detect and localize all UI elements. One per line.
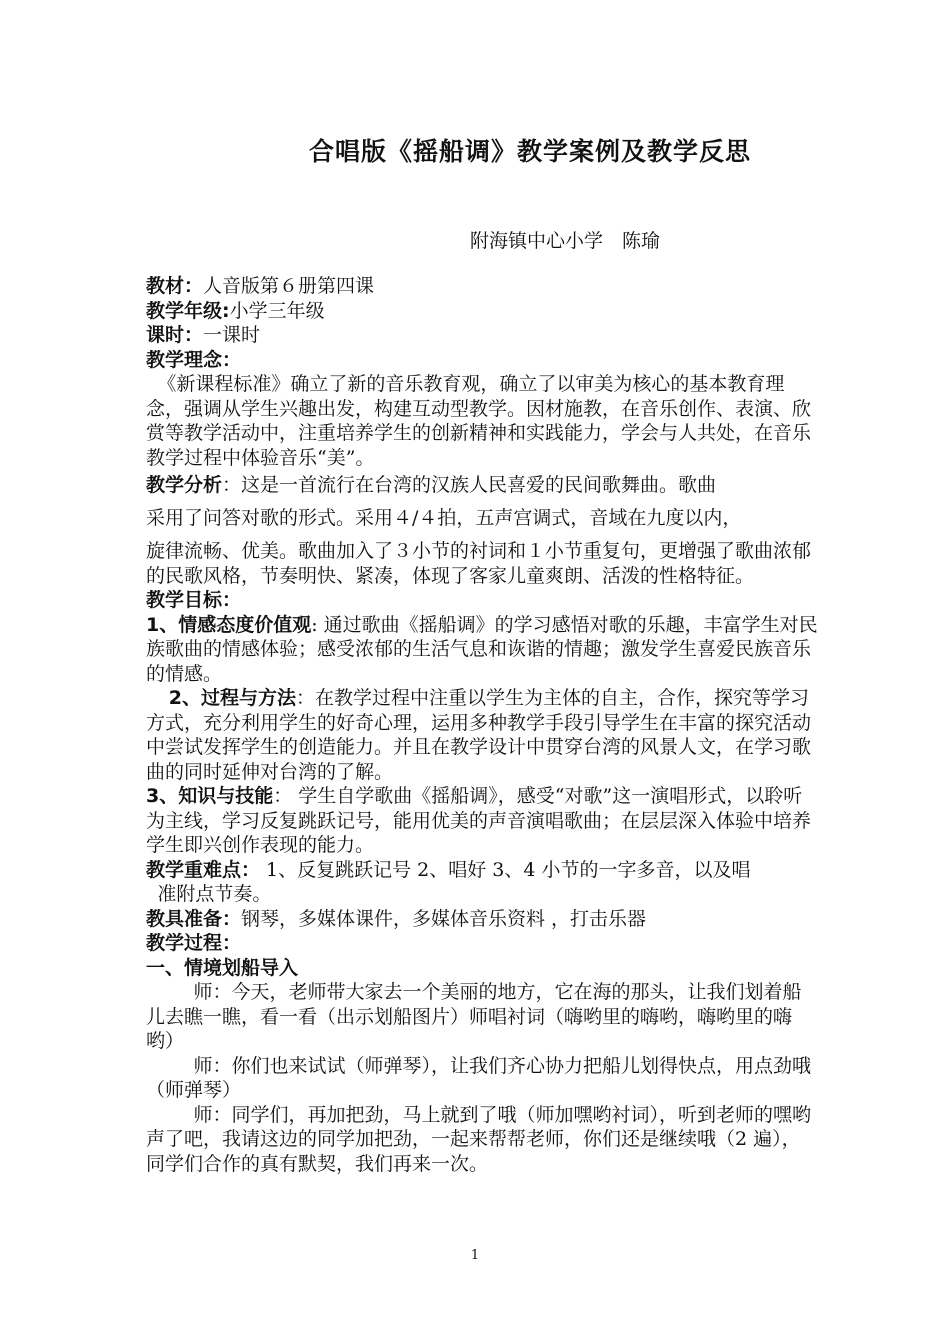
analysis-line-3: 旋律流畅、优美。歌曲加入了３小节的衬词和１小节重复句，更增强了歌曲浓郁的民歌风格，节奏明快、紧凑，体现了客家儿童爽朗、活泼的性格特征。 <box>146 540 812 587</box>
page-number: 1 <box>470 1248 480 1263</box>
process-section-1 <box>146 956 818 981</box>
goal-3 <box>146 784 818 858</box>
concept-heading <box>146 348 818 373</box>
author-line: 附海镇中心小学 陈瑜 <box>470 230 661 252</box>
concept-paragraph: 《新课程标准》确立了新的音乐教育观，确立了以审美为核心的基本教育理念，强调从学生兴趣出发，构建互动型教学。因材施教，在音乐创作、表演、欣赏等教学活动中，注重培养学生的创新精神和实践能力，学会与人共处，在音乐教学过程中体验音乐“美”。 <box>146 373 812 469</box>
period-line <box>146 323 818 348</box>
goal-3-label: 3、知识与技能 <box>146 785 274 807</box>
concept-label: 教学理念： <box>146 348 242 371</box>
grade-label: 教学年级: <box>146 299 230 322</box>
goals-heading <box>146 588 818 613</box>
analysis-text-1: ：这是一首流行在台湾的汉族人民喜爱的民间歌舞曲。歌曲 <box>222 474 717 496</box>
section-1-title: 一、情境划船导入 <box>146 956 299 979</box>
goal-2 <box>146 686 818 784</box>
goal-2-text: ：在教学过程中注重以学生为主体的自主，合作，探究等学习方式，充分利用学生的好奇心理，运用多种教学手段引导学生在丰富的探究活动中尝试发挥学生的创造能力。并且在教学设计中贯穿台湾的风景人文，在学习歌曲的同时延伸对台湾的了解。 <box>146 687 812 783</box>
material-value: 人音版第６册第四课 <box>203 275 375 297</box>
process-heading <box>146 931 818 956</box>
process-paragraph-1: 师：今天，老师带大家去一个美丽的地方，它在海的那头，让我们划着船儿去瞧一瞧，看一看（出示划船图片）师唱衬词（嗨哟里的嗨哟，嗨哟里的嗨哟） <box>146 981 802 1052</box>
tools-value: 钢琴，多媒体课件，多媒体音乐资料 ，打击乐器 <box>241 907 647 930</box>
analysis-line-1 <box>146 470 818 500</box>
process-label: 教学过程： <box>146 932 242 954</box>
key-points-line-1 <box>146 858 818 883</box>
period-value: 一课时 <box>203 324 261 346</box>
material-label: 教材： <box>146 275 204 297</box>
goal-2-label: 2、过程与方法 <box>168 687 297 709</box>
analysis-label: 教学分析 <box>146 474 223 496</box>
tools-label: 教具准备： <box>146 907 242 930</box>
grade-line <box>146 299 818 324</box>
material-line <box>146 274 818 299</box>
goal-3-text: ： 学生自学歌曲《摇船调》，感受“对歌”这一演唱形式，以聆听为主线，学习反复跳跃记号，能用优美的声音演唱歌曲；在层层深入体验中培养学生即兴创作表现的能力。 <box>146 785 812 856</box>
tools-line <box>146 907 818 932</box>
goal-1-text: : 通过歌曲《摇船调》的学习感悟对歌的乐趣，丰富学生对民族歌曲的情感体验；感受浓郁的生活气息和诙谐的情趣；激发学生喜爱民族音乐的情感。 <box>146 613 818 685</box>
goal-1 <box>146 613 818 687</box>
period-label: 课时： <box>146 324 204 346</box>
key-points-line-2: 准附点节奏。 <box>157 883 272 905</box>
process-paragraph-3: 师：同学们，再加把劲，马上就到了哦（师加嘿哟衬词），听到老师的嘿哟声了吧，我请这边的同学加把劲，一起来帮帮老师，你们还是继续哦（2 遍），同学们合作的真有默契，我们再来一次。 <box>146 1103 812 1175</box>
document-title: 合唱版《摇船调》教学案例及教学反思 <box>308 137 751 166</box>
goals-label: 教学目标： <box>146 589 242 611</box>
grade-value: 小学三年级 <box>229 299 325 322</box>
key-points-text-1: 1、反复跳跃记号 2、唱好 3、4 小节的一字多音，以及唱 <box>260 858 751 881</box>
key-points-label: 教学重难点： <box>146 858 261 881</box>
process-paragraph-2: 师：你们也来试试（师弹琴），让我们齐心协力把船儿划得快点，用点劲哦（师弹琴） <box>146 1054 812 1101</box>
document-body <box>146 274 818 1176</box>
goal-1-label: 1、情感态度价值观 <box>146 613 312 636</box>
analysis-line-2: 采用了问答对歌的形式。采用４/４拍，五声宫调式，音域在九度以内， <box>146 507 742 529</box>
